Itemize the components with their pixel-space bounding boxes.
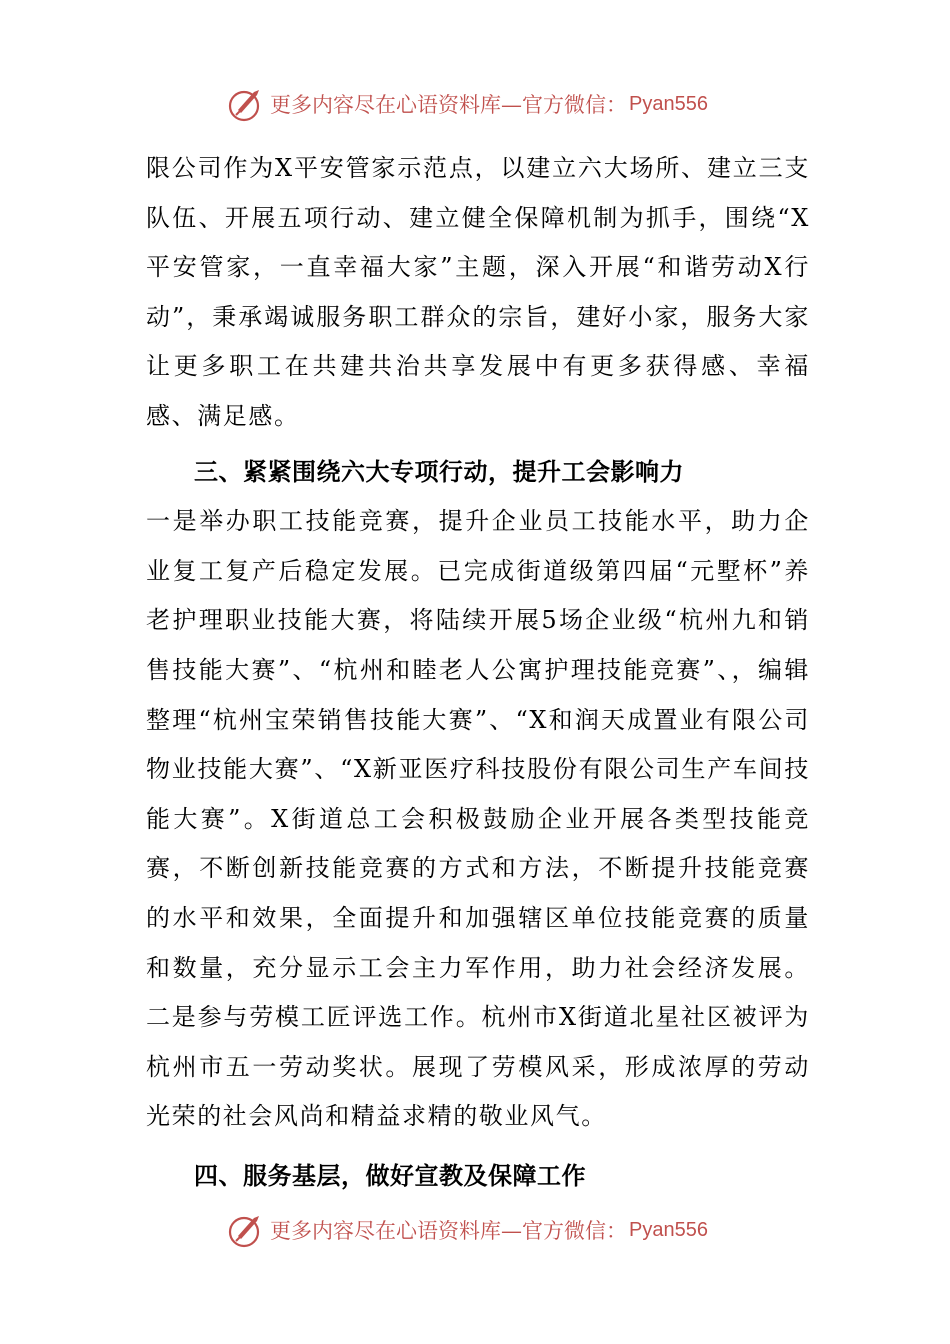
section-heading-4: 四、服务基层，做好宣教及保障工作 <box>194 1161 586 1190</box>
document-body <box>146 144 810 1201</box>
watermark-wechat-id: Pyan556 <box>629 1218 708 1241</box>
watermark-text: 更多内容尽在心语资料库—官方微信： <box>270 93 627 117</box>
watermark-text: 更多内容尽在心语资料库—官方微信： <box>270 1219 627 1243</box>
paragraph-1: 限公司作为X平安管家示范点，以建立六大场所、建立三支队伍、开展五项行动、建立健全保障机制为抓手，围绕“X平安管家，一直幸福大家”主题，深入开展“和谐劳动X行动”，秉承竭诚服务职工群众的宗旨，建好小家，服务大家让更多职工在共建共治共享发展中有更多获得感、幸福感、满足感。 <box>146 154 810 430</box>
section-heading-3: 三、紧紧围绕六大专项行动，提升工会影响力 <box>194 457 684 486</box>
watermark-banner-top <box>226 80 746 128</box>
pen-circle-logo-icon <box>226 84 266 124</box>
watermark-banner-bottom <box>226 1206 746 1254</box>
pen-circle-logo-icon <box>226 1210 266 1250</box>
watermark-wechat-id: Pyan556 <box>629 92 708 115</box>
paragraph-2: 一是举办职工技能竞赛，提升企业员工技能水平，助力企业复工复产后稳定发展。已完成街道级第四届“元墅杯”养老护理职业技能大赛，将陆续开展5场企业级“杭州九和销售技能大赛”、“杭州和睦老人公寓护理技能竞赛”、，编辑整理“杭州宝荣销售技能大赛”、“X和润天成置业有限公司物业技能大赛”、“X新亚医疗科技股份有限公司生产车间技能大赛”。X街道总工会积极鼓励企业开展各类型技能竞赛，不断创新技能竞赛的方式和方法，不断提升技能竞赛的水平和效果，全面提升和加强辖区单位技能竞赛的质量和数量，充分显示工会主力军作用，助力社会经济发展。二是参与劳模工匠评选工作。杭州市X街道北星社区被评为杭州市五一劳动奖状。展现了劳模风采，形成浓厚的劳动光荣的社会风尚和精益求精的敬业风气。 <box>146 507 810 1131</box>
